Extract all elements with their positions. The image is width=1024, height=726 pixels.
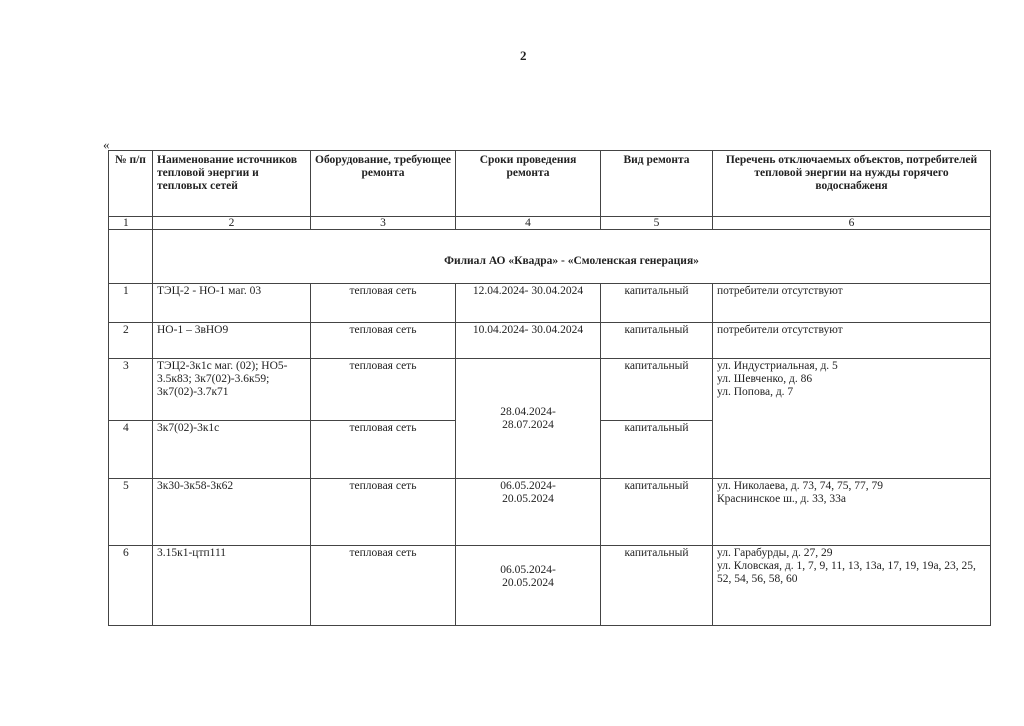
row-number: 2 bbox=[109, 323, 153, 359]
repair-type-cell: капитальный bbox=[601, 284, 713, 323]
source-cell: 3.15к1-цтп111 bbox=[153, 546, 311, 626]
objects-cell: ул. Николаева, д. 73, 74, 75, 77, 79 Краснинское ш., д. 33, 33а bbox=[713, 479, 991, 546]
dates-cell: 28.04.2024- 28.07.2024 bbox=[456, 359, 601, 479]
section-row bbox=[109, 230, 991, 284]
repair-type-cell: капитальный bbox=[601, 323, 713, 359]
column-number-row bbox=[109, 217, 991, 230]
dates-cell: 10.04.2024- 30.04.2024 bbox=[456, 323, 601, 359]
source-cell: 3к30-3к58-3к62 bbox=[153, 479, 311, 546]
header-cell: Сроки проведения ремонта bbox=[456, 151, 601, 217]
table-row bbox=[109, 323, 991, 359]
source-cell: ТЭЦ2-3к1с маг. (02); НО5-3.5к83; 3к7(02)-3.6к59; 3к7(02)-3.7к71 bbox=[153, 359, 311, 421]
repair-type-cell: капитальный bbox=[601, 479, 713, 546]
objects-cell: потребители отсутствуют bbox=[713, 284, 991, 323]
empty-cell bbox=[109, 230, 153, 284]
header-row bbox=[109, 151, 991, 217]
column-number: 5 bbox=[601, 217, 713, 230]
repair-type-cell: капитальный bbox=[601, 359, 713, 421]
table-row bbox=[109, 546, 991, 626]
dates-cell: 06.05.2024- 20.05.2024 bbox=[456, 546, 601, 626]
row-number: 6 bbox=[109, 546, 153, 626]
objects-cell: потребители отсутствуют bbox=[713, 323, 991, 359]
repair-schedule-table bbox=[108, 150, 991, 626]
column-number: 1 bbox=[109, 217, 153, 230]
table-row bbox=[109, 479, 991, 546]
row-number: 3 bbox=[109, 359, 153, 421]
dates-cell: 12.04.2024- 30.04.2024 bbox=[456, 284, 601, 323]
equipment-cell: тепловая сеть bbox=[311, 359, 456, 421]
header-cell: Наименование источников тепловой энергии и тепловых сетей bbox=[153, 151, 311, 217]
dates-cell: 06.05.2024- 20.05.2024 bbox=[456, 479, 601, 546]
header-cell: № п/п bbox=[109, 151, 153, 217]
section-title: Филиал АО «Квадра» - «Смоленская генерация» bbox=[153, 230, 991, 284]
repair-type-cell: капитальный bbox=[601, 546, 713, 626]
source-cell: ТЭЦ-2 - НО-1 маг. 03 bbox=[153, 284, 311, 323]
table-row bbox=[109, 284, 991, 323]
header-cell: Перечень отключаемых объектов, потребителей тепловой энергии на нужды горячего водоснабженя bbox=[713, 151, 991, 217]
column-number: 2 bbox=[153, 217, 311, 230]
equipment-cell: тепловая сеть bbox=[311, 284, 456, 323]
equipment-cell: тепловая сеть bbox=[311, 323, 456, 359]
objects-cell: ул. Индустриальная, д. 5 ул. Шевченко, д. 86 ул. Попова, д. 7 bbox=[713, 359, 991, 479]
repair-type-cell: капитальный bbox=[601, 421, 713, 479]
source-cell: НО-1 – 3вНО9 bbox=[153, 323, 311, 359]
row-number: 4 bbox=[109, 421, 153, 479]
opening-quote: « bbox=[103, 137, 110, 152]
header-cell: Вид ремонта bbox=[601, 151, 713, 217]
row-number: 1 bbox=[109, 284, 153, 323]
equipment-cell: тепловая сеть bbox=[311, 479, 456, 546]
column-number: 3 bbox=[311, 217, 456, 230]
row-number: 5 bbox=[109, 479, 153, 546]
objects-cell: ул. Гарабурды, д. 27, 29 ул. Кловская, д. 1, 7, 9, 11, 13, 13а, 17, 19, 19а, 23, 25, 52, 54, 56, 58, 60 bbox=[713, 546, 991, 626]
header-cell: Оборудование, требующее ремонта bbox=[311, 151, 456, 217]
equipment-cell: тепловая сеть bbox=[311, 546, 456, 626]
column-number: 6 bbox=[713, 217, 991, 230]
column-number: 4 bbox=[456, 217, 601, 230]
equipment-cell: тепловая сеть bbox=[311, 421, 456, 479]
page-number: 2 bbox=[520, 48, 527, 63]
source-cell: 3к7(02)-3к1с bbox=[153, 421, 311, 479]
table-row bbox=[109, 359, 991, 421]
